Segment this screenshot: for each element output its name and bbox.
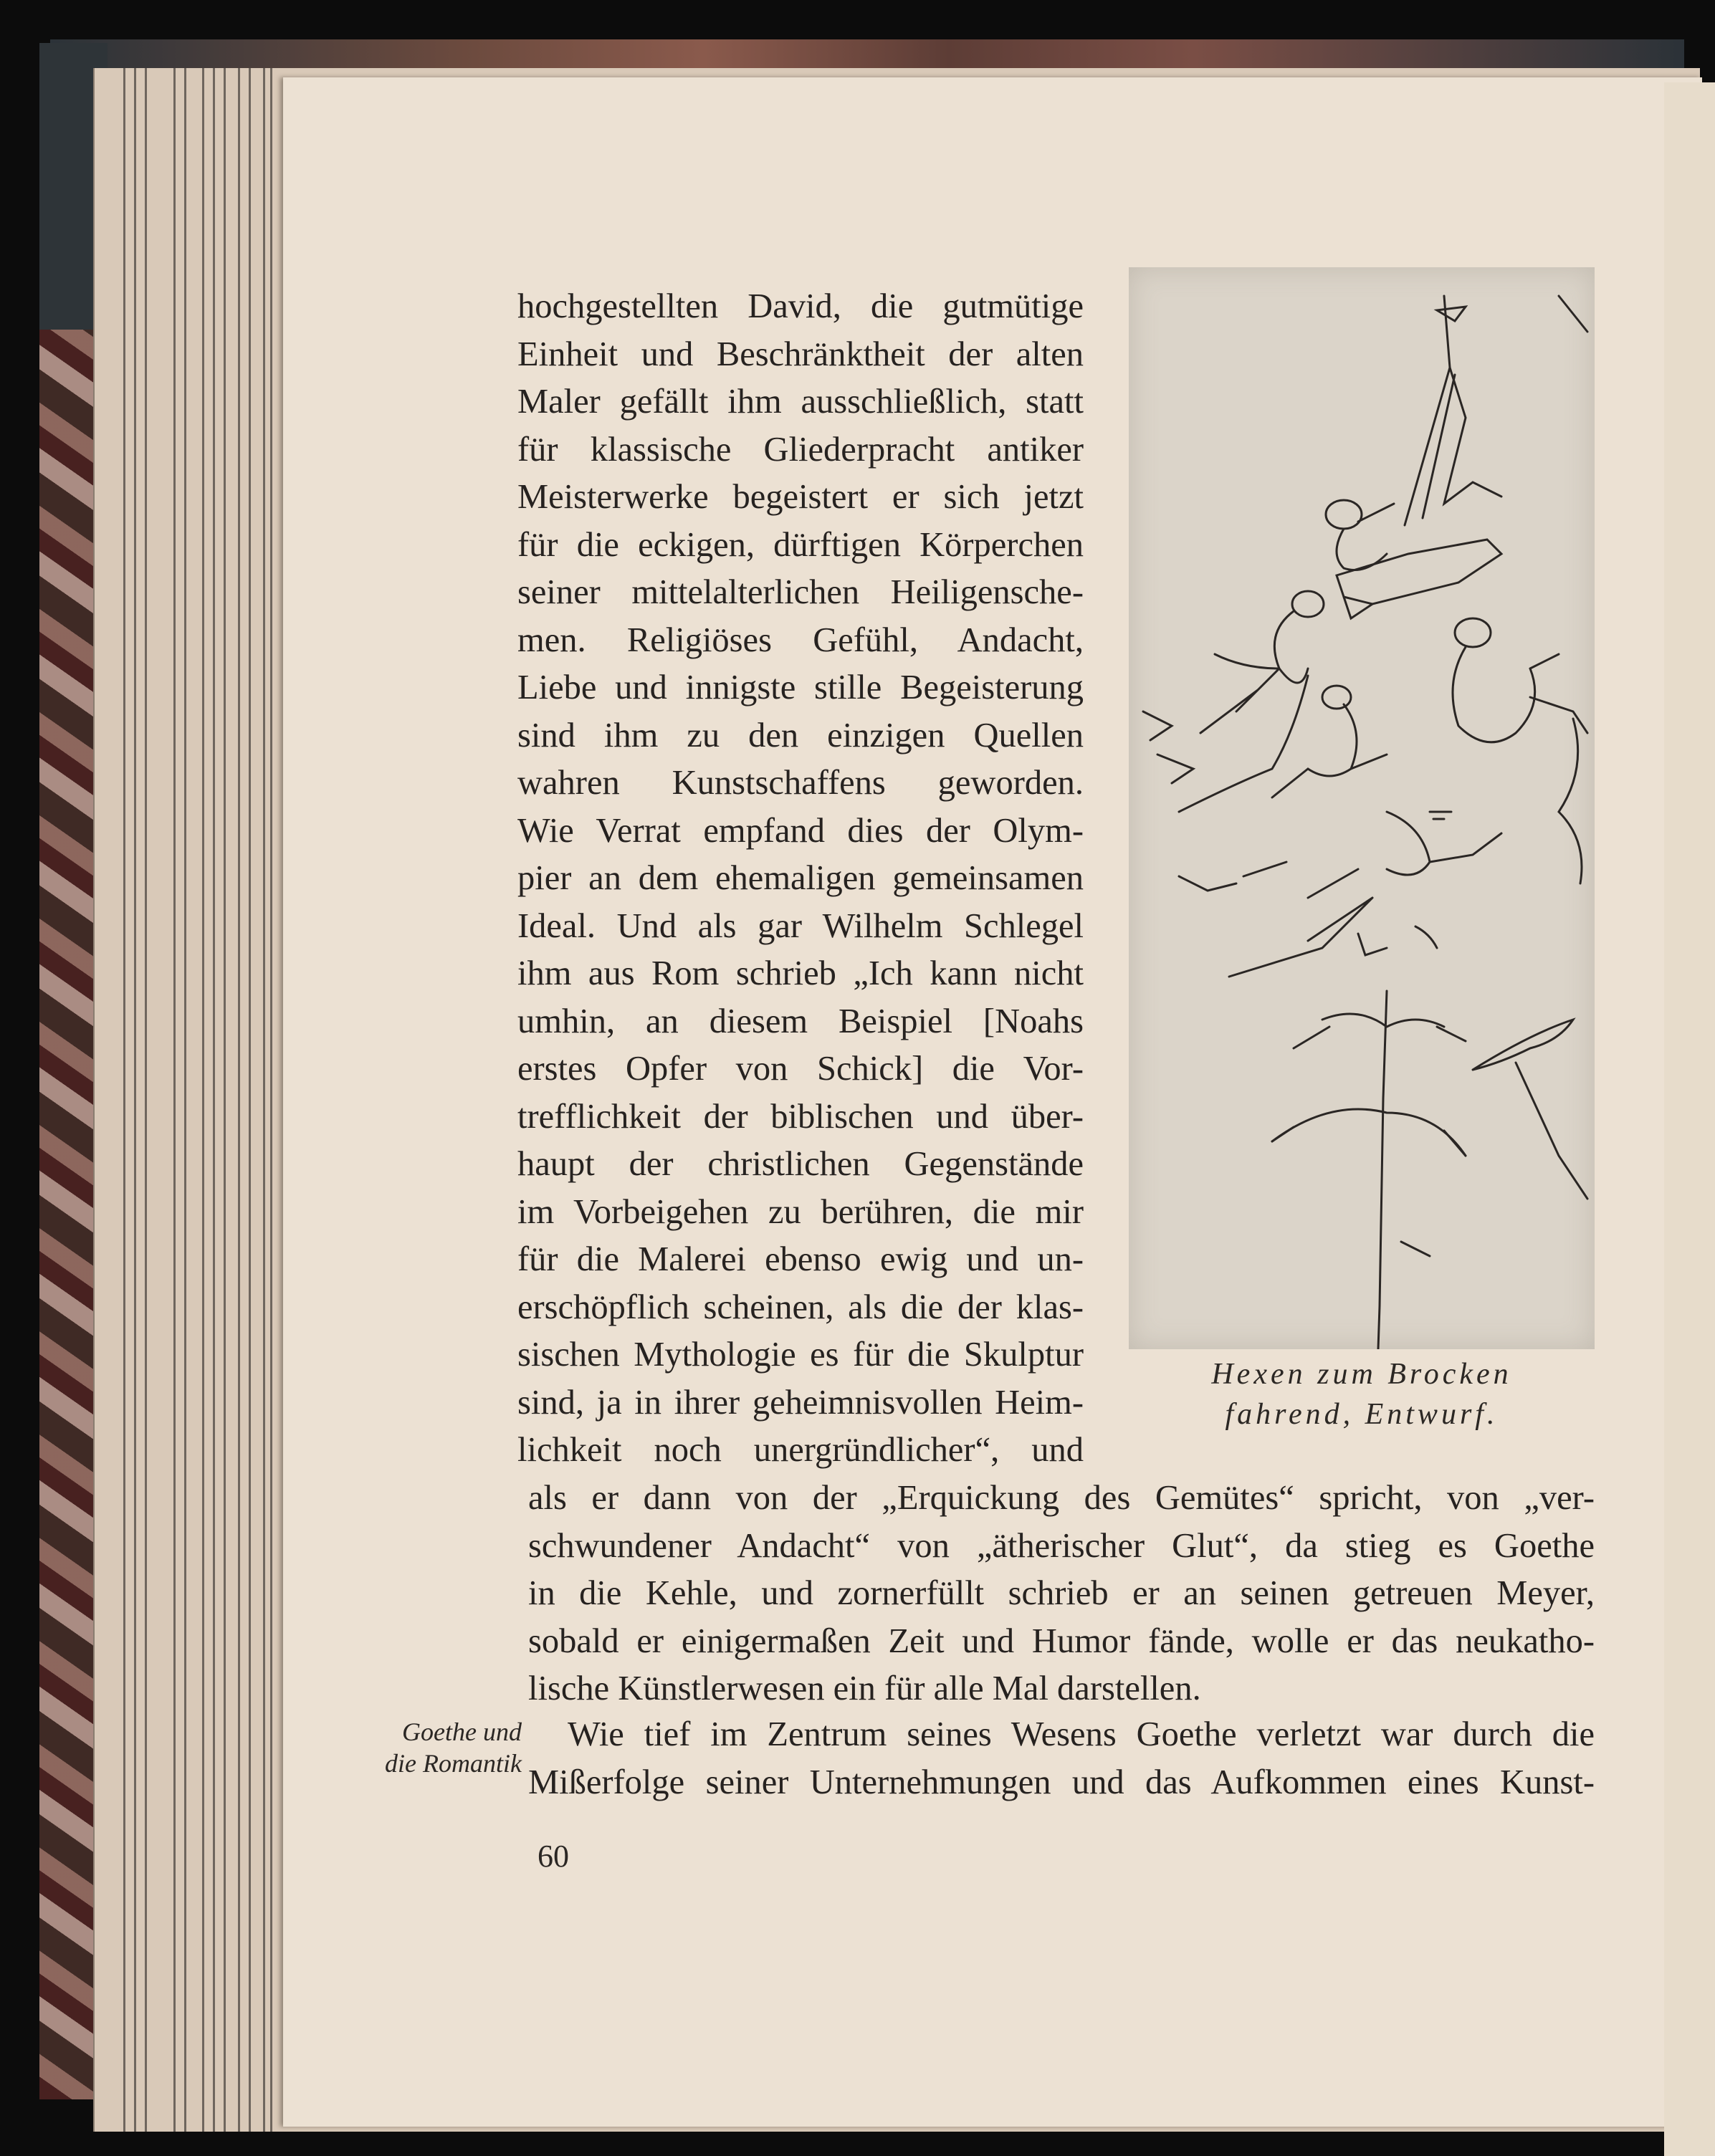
text-line: lische Künstlerwesen ein für alle Mal darstellen.	[528, 1669, 1201, 1707]
text-line: Mißerfolge seiner Unternehmungen und das Aufkommen eines Kunst-	[528, 1763, 1595, 1801]
text-line: sind ihm zu den einzigen Quellen	[517, 716, 1084, 754]
text-line: umhin, an diesem Beispiel [Noahs	[517, 1002, 1084, 1040]
text-line: ihm aus Rom schrieb „Ich kann nicht	[517, 954, 1084, 992]
text-line: sischen Mythologie es für die Skulptur	[517, 1336, 1084, 1374]
page-number: 60	[538, 1839, 569, 1874]
caption-line: fahrend, Entwurf.	[1225, 1398, 1499, 1431]
text-line: für die Malerei ebenso ewig und un-	[517, 1240, 1084, 1278]
body-text-wide	[528, 1475, 1595, 1713]
text-line: Meisterwerke begeistert er sich jetzt	[517, 478, 1084, 516]
text-line: Liebe und innigste stille Begeisterung	[517, 669, 1084, 706]
text-line: sind, ja in ihrer geheimnisvollen Heim-	[517, 1383, 1084, 1422]
marginal-note	[350, 1716, 522, 1779]
text-line: sobald er einigermaßen Zeit und Humor fände, wolle er das neukatho-	[528, 1621, 1595, 1660]
text-line: Ideal. Und als gar Wilhelm Schlegel	[517, 906, 1084, 945]
text-line: erschöpflich scheinen, als die der klas-	[517, 1288, 1084, 1326]
text-line: als er dann von der „Erquickung des Gemütes“ spricht, von „ver-	[528, 1479, 1595, 1517]
text-line: Wie tief im Zentrum seines Wesens Goethe verletzt war durch die	[568, 1715, 1595, 1753]
text-line: erstes Opfer von Schick] die Vor-	[517, 1050, 1084, 1088]
body-text-paragraph	[528, 1711, 1595, 1806]
text-line: schwundener Andacht“ von „ätherischer Glut“, da stieg es Goethe	[528, 1526, 1595, 1565]
text-line: in die Kehle, und zornerfüllt schrieb er an seinen getreuen Meyer,	[528, 1574, 1595, 1612]
figure-caption	[1140, 1354, 1584, 1434]
body-text-narrow	[517, 283, 1084, 1475]
caption-line: Hexen zum Brocken	[1211, 1358, 1512, 1391]
marginal-line: Goethe und	[402, 1717, 522, 1746]
text-line: hochgestellten David, die gutmütige	[517, 287, 1084, 325]
text-line: Maler gefällt ihm ausschließlich, statt	[517, 383, 1084, 421]
text-line: für klassische Gliederpracht antiker	[517, 430, 1084, 469]
marginal-line: die Romantik	[385, 1749, 522, 1778]
text-line: wahren Kunstschaffens geworden.	[517, 764, 1084, 802]
text-line: Einheit und Beschränktheit der alten	[517, 335, 1084, 373]
text-line: im Vorbeigehen zu berühren, die mir	[517, 1192, 1084, 1231]
text-line: pier an dem ehemaligen gemeinsamen	[517, 859, 1084, 897]
text-line: trefflichkeit der biblischen und über-	[517, 1097, 1084, 1136]
text-line: men. Religiöses Gefühl, Andacht,	[517, 621, 1084, 659]
text-line: Wie Verrat empfand dies der Olym-	[517, 811, 1084, 850]
page-right-edge	[1664, 82, 1715, 2156]
sketch-illustration	[1129, 267, 1595, 1349]
text-line: haupt der christlichen Gegenstände	[517, 1145, 1084, 1183]
text-line: für die eckigen, dürftigen Körperchen	[517, 525, 1084, 564]
text-line: seiner mittelalterlichen Heiligensche-	[517, 573, 1084, 611]
witches-drawing-figure	[1129, 267, 1595, 1349]
text-line: lichkeit noch unergründlicher“, und	[517, 1431, 1084, 1469]
